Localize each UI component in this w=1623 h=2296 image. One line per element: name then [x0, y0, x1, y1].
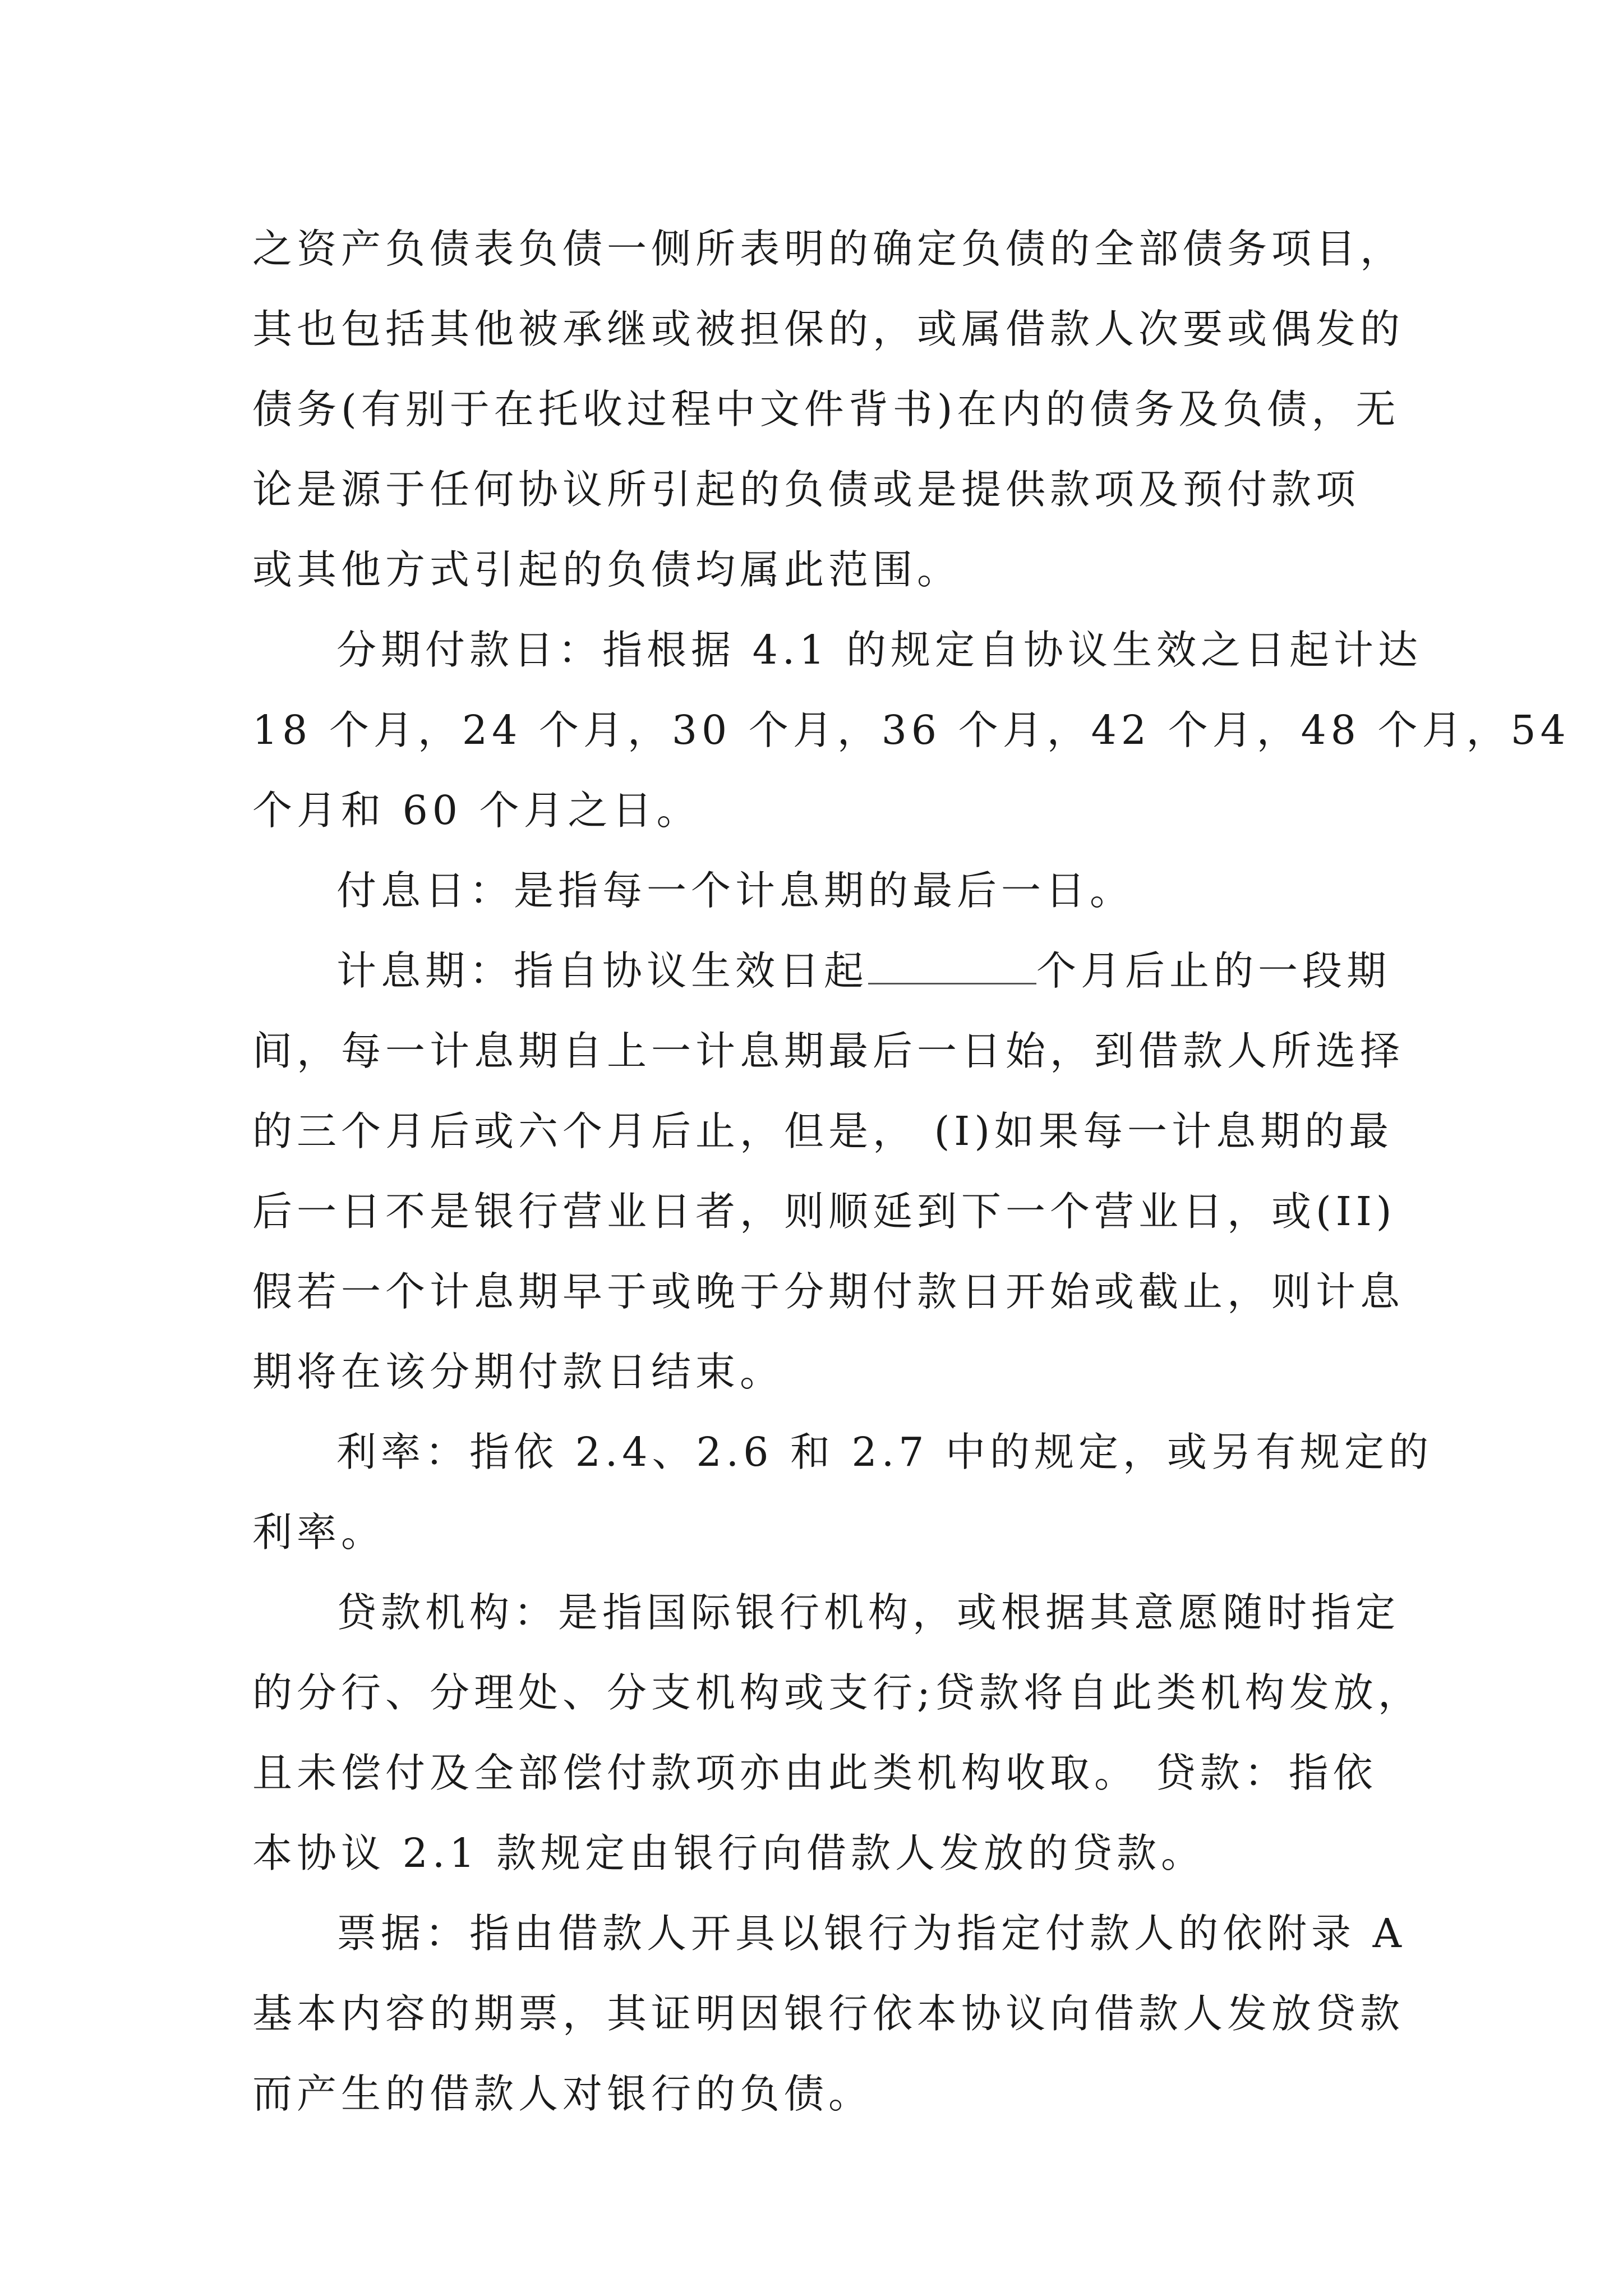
paragraph-2-line-2: 18 个月，24 个月，30 个月，36 个月，42 个月，48 个月，54	[252, 707, 1570, 753]
paragraph-1-line-2: 其也包括其他被承继或被担保的，或属借款人次要或偶发的	[252, 306, 1405, 352]
paragraph-6-line-2: 的分行、分理处、分支机构或支行;贷款将自此类机构发放，	[252, 1669, 1422, 1716]
paragraph-1-line-4: 论是源于任何协议所引起的负债或是提供款项及预付款项	[252, 466, 1361, 513]
paragraph-1-line-5: 或其他方式引起的负债均属此范围。	[252, 546, 962, 593]
paragraph-3-line-1: 付息日：是指每一个计息期的最后一日。	[336, 867, 1135, 914]
paragraph-7-line-2: 基本内容的期票，其证明因银行依本协议向借款人发放贷款	[252, 1990, 1405, 2037]
fill-in-blank	[868, 944, 1036, 984]
document-body	[252, 209, 1570, 2134]
paragraph-4-line-6: 期将在该分期付款日结束。	[252, 1349, 785, 1395]
paragraph-7-line-3: 而产生的借款人对银行的负债。	[252, 2070, 873, 2117]
paragraph-4-line-2: 间，每一计息期自上一计息期最后一日始，到借款人所选择	[252, 1028, 1405, 1074]
paragraph-1-line-3: 债务(有别于在托收过程中文件背书)在内的债务及负债，无	[252, 386, 1400, 432]
paragraph-4-line-3: 的三个月后或六个月后止，但是， (I)如果每一计息期的最	[252, 1108, 1394, 1154]
paragraph-2-line-3: 个月和 60 个月之日。	[252, 787, 701, 834]
paragraph-4-line-4: 后一日不是银行营业日者，则顺延到下一个营业日，或(II)	[252, 1188, 1396, 1235]
paragraph-7-line-1: 票据：指由借款人开具以银行为指定付款人的依附录 A	[336, 1910, 1406, 1957]
interest-period-tail: 个月后止的一段期	[1036, 947, 1391, 994]
paragraph-2-line-1: 分期付款日：指根据 4.1 的规定自协议生效之日起计达	[336, 627, 1423, 673]
paragraph-1-line-1: 之资产负债表负债一侧所表明的确定负债的全部债务项目，	[252, 226, 1405, 272]
paragraph-4-line-5: 假若一个计息期早于或晚于分期付款日开始或截止，则计息	[252, 1268, 1405, 1315]
paragraph-6-line-4: 本协议 2.1 款规定由银行向借款人发放的贷款。	[252, 1830, 1206, 1876]
paragraph-4-line-1	[252, 931, 1391, 1011]
paragraph-5-line-2: 利率。	[252, 1509, 386, 1556]
paragraph-5-line-1: 利率：指依 2.4、2.6 和 2.7 中的规定，或另有规定的	[336, 1429, 1433, 1475]
paragraph-6-line-3: 且未偿付及全部偿付款项亦由此类机构收取。 贷款：指依	[252, 1750, 1377, 1796]
interest-period-label: 计息期：指自协议生效日起	[336, 947, 869, 994]
paragraph-6-line-1: 贷款机构：是指国际银行机构，或根据其意愿随时指定	[336, 1589, 1400, 1636]
